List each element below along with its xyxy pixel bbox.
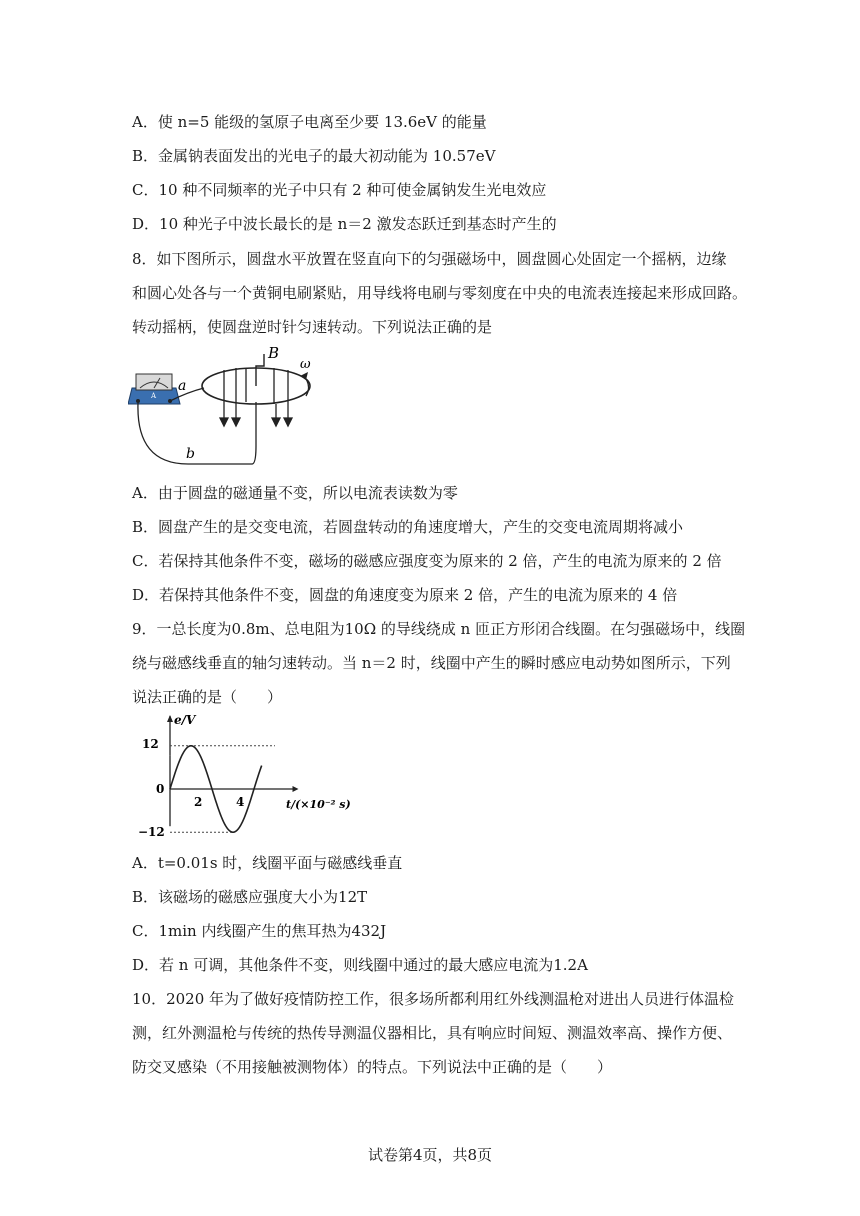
q9-stem-line-2: 绕与磁感线垂直的轴匀速转动。当 n＝2 时，线圈中产生的瞬时感应电动势如图所示，下列 <box>132 654 731 672</box>
wire-b <box>138 402 256 464</box>
q8-option-d: D．若保持其他条件不变，圆盘的角速度变为原来 2 倍，产生的电流为原来的 4 倍 <box>132 586 678 604</box>
label-omega: ω <box>300 357 311 372</box>
y-tick-0: 0 <box>156 782 165 796</box>
q9-stem-line-3: 说法正确的是（ ） <box>132 688 283 706</box>
y-axis-label: e/V <box>174 713 196 727</box>
q7-option-c: C．10 种不同频率的光子中只有 2 种可使金属钠发生光电效应 <box>132 181 547 199</box>
q9-option-c: C．1min 内线圈产生的焦耳热为432J <box>132 922 387 940</box>
x-tick-2: 2 <box>194 795 203 809</box>
q10-stem-line-1: 10．2020 年为了做好疫情防控工作，很多场所都利用红外线测温枪对进出人员进行体温检 <box>132 990 735 1008</box>
label-a: a <box>178 378 187 394</box>
q8-option-c: C．若保持其他条件不变，磁场的磁感应强度变为原来的 2 倍，产生的电流为原来的 2 倍 <box>132 552 722 570</box>
x-axis-label: t/(×10⁻² s) <box>286 798 351 811</box>
q8-disk-figure <box>128 346 338 470</box>
svg-text:A: A <box>151 392 157 400</box>
y-tick-12: 12 <box>142 737 159 751</box>
y-tick-neg12: −12 <box>138 825 165 839</box>
q9-option-d: D．若 n 可调，其他条件不变，则线圈中通过的最大感应电流为1.2A <box>132 956 588 974</box>
q8-stem-line-1: 8．如下图所示，圆盘水平放置在竖直向下的匀强磁场中，圆盘圆心处固定一个摇柄，边缘 <box>132 250 727 268</box>
q9-stem-line-1: 9．一总长度为0.8m、总电阻为10Ω 的导线绕成 n 匝正方形闭合线圈。在匀强磁场中，线圈 <box>132 620 746 638</box>
q8-option-b: B．圆盘产生的是交变电流，若圆盘转动的角速度增大，产生的交变电流周期将减小 <box>132 518 684 536</box>
x-tick-4: 4 <box>236 795 245 809</box>
crank-handle <box>256 354 264 386</box>
label-b-field: B <box>268 346 280 362</box>
q9-option-a: A．t=0.01s 时，线圈平面与磁感线垂直 <box>132 854 403 872</box>
q8-stem-line-3: 转动摇柄，使圆盘逆时针匀速转动。下列说法正确的是 <box>132 318 493 336</box>
q7-option-a: A．使 n=5 能级的氢原子电离至少要 13.6eV 的能量 <box>132 113 487 131</box>
q9-option-b: B．该磁场的磁感应强度大小为12T <box>132 888 368 906</box>
q7-option-b: B．金属钠表面发出的光电子的最大初动能为 10.57eV <box>132 147 496 165</box>
q10-stem-line-2: 测，红外测温枪与传统的热传导测温仪器相比，具有响应时间短、测温效率高、操作方便、 <box>132 1024 733 1042</box>
q10-stem-line-3: 防交叉感染（不用接触被测物体）的特点。下列说法中正确的是（ ） <box>132 1058 613 1076</box>
emf-chart <box>136 712 358 840</box>
q7-option-d: D．10 种光子中波长最长的是 n＝2 激发态跃迁到基态时产生的 <box>132 215 557 233</box>
y-axis-arrow <box>167 715 173 722</box>
q8-option-a: A．由于圆盘的磁通量不变，所以电流表读数为零 <box>132 484 458 502</box>
x-axis-arrow <box>293 786 299 792</box>
page-footer: 试卷第4页，共8页 <box>367 1146 493 1164</box>
label-b: b <box>186 446 195 462</box>
q8-stem-line-2: 和圆心处各与一个黄铜电刷紧贴，用导线将电刷与零刻度在中央的电流表连接起来形成回路。 <box>132 284 748 302</box>
